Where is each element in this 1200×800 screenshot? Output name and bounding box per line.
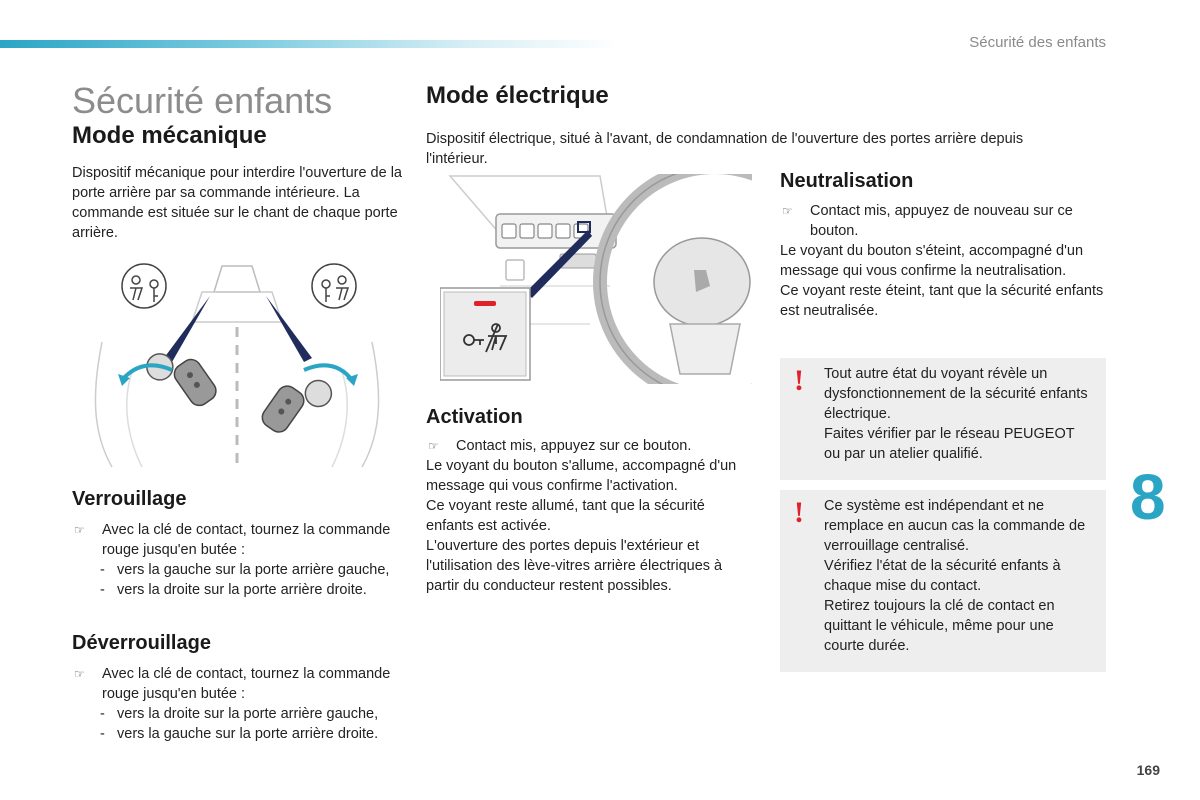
- deverrouillage-section: [72, 632, 402, 744]
- neutralisation-section: [780, 170, 1110, 321]
- deverrouillage-bullet: ☞ Avec la clé de contact, tournez la commande rouge jusqu'en butée :: [74, 666, 391, 702]
- activation-text: L'ouverture des portes depuis l'extérieur et l'utilisation des lève-vitres arrière électriques à partir du conducteur restent possibles.: [426, 538, 723, 594]
- electric-mode-section: [426, 82, 1106, 169]
- verrouillage-heading: Verrouillage: [72, 488, 187, 510]
- list-item: - vers la droite sur la porte arrière droite.: [100, 582, 367, 598]
- electric-mode-intro: Dispositif électrique, situé à l'avant, de condamnation de l'ouverture des portes arrière depuis l'intérieur.: [426, 131, 1024, 167]
- child-unlock-key-icon: [312, 264, 356, 308]
- rear-doors-illustration: [72, 262, 402, 472]
- activation-text: Ce voyant reste allumé, tant que la sécurité enfants est activée.: [426, 498, 705, 534]
- header-accent-bar: [0, 40, 620, 48]
- child-lock-button-icon: [440, 288, 530, 380]
- pointing-hand-icon: ☞: [74, 523, 85, 537]
- neutralisation-text: Le voyant du bouton s'éteint, accompagné d'un message qui vous confirme la neutralisation.: [780, 243, 1084, 279]
- electric-mode-heading: Mode électrique: [426, 82, 609, 109]
- warning-icon: !: [794, 496, 804, 529]
- warning-box-malfunction: [780, 358, 1106, 480]
- list-item: - vers la gauche sur la porte arrière droite.: [100, 726, 379, 742]
- warning-text: Tout autre état du voyant révèle un dysfonctionnement de la sécurité enfants électrique. Faites vérifier par le réseau PEUGEOT ou par un atelier qualifié.: [824, 366, 1088, 462]
- chapter-number: 8: [1130, 461, 1166, 533]
- warning-box-independent: [780, 490, 1106, 672]
- warning-text: Ce système est indépendant et ne remplace en aucun cas la commande de verrouillage centralisé. Vérifiez l'état de la sécurité enfants à chaque mise du contact. Retirez toujours la clé de contact en quittant le véhicule, même pour une courte durée.: [824, 498, 1086, 654]
- child-lock-key-icon: [122, 264, 166, 308]
- activation-heading: Activation: [426, 406, 523, 428]
- verrouillage-section: [72, 488, 402, 600]
- activation-bullet: ☞ Contact mis, appuyez sur ce bouton.: [428, 438, 692, 454]
- neutralisation-heading: Neutralisation: [780, 170, 914, 192]
- neutralisation-bullet: ☞ Contact mis, appuyez de nouveau sur ce bouton.: [782, 203, 1073, 239]
- pointing-hand-icon: ☞: [782, 204, 793, 218]
- deverrouillage-heading: Déverrouillage: [72, 632, 211, 654]
- activation-text: Le voyant du bouton s'allume, accompagné d'un message qui vous confirme l'activation.: [426, 458, 737, 494]
- mechanical-mode-heading: Mode mécanique: [72, 122, 267, 149]
- activation-section: [426, 406, 756, 596]
- mechanical-mode-section: [72, 122, 402, 243]
- warning-icon: !: [794, 364, 804, 397]
- list-item: - vers la droite sur la porte arrière gauche,: [100, 706, 379, 722]
- dashboard-illustration: [440, 174, 752, 384]
- pointing-hand-icon: ☞: [428, 439, 439, 453]
- page-number: 169: [1136, 762, 1160, 778]
- running-header: Sécurité des enfants: [969, 34, 1106, 51]
- verrouillage-bullet: ☞ Avec la clé de contact, tournez la commande rouge jusqu'en butée :: [74, 522, 391, 558]
- pointing-hand-icon: ☞: [74, 667, 85, 681]
- page-title: Sécurité enfants: [72, 80, 333, 121]
- mechanical-mode-intro: Dispositif mécanique pour interdire l'ouverture de la porte arrière par sa commande intérieure. La commande est située sur le chant de chaque porte arrière.: [72, 165, 402, 241]
- neutralisation-text: Ce voyant reste éteint, tant que la sécurité enfants est neutralisée.: [780, 283, 1104, 319]
- list-item: - vers la gauche sur la porte arrière gauche,: [100, 562, 390, 578]
